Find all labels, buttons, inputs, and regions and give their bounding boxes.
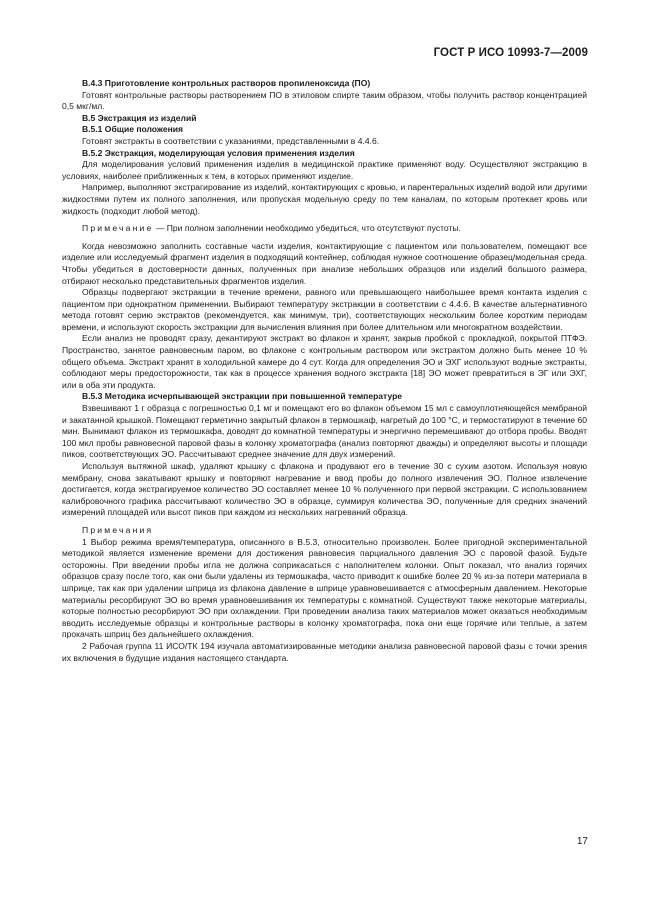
paragraph: Используя вытяжной шкаф, удаляют крышку с флакона и продувают его в течение 30 с сухим азотом. Используя новую мембрану, снова закатывают крышку и повторяют нагревание и ввод пробы до полного извлечения ЭО. Полное извлечение достигается, когда экстрагируемое количество ЭО составляет менее 10 % полученного при первой экстракции. С использованием калибровочного графика рассчитывают количество ЭО в образце, суммируя количества ЭО, полученные для средних значений измерений площадей или высот пиков при каждом из нескольких нагреваний образца. [62,461,587,518]
section-heading-b53: В.5.3 Методика исчерпывающей экстракции при повышенной температуре [82,391,403,402]
page-number: 17 [576,836,588,847]
note [62,223,587,235]
document-body [62,78,587,664]
paragraph: Готовят экстракты в соответствии с указаниями, представленными в 4.4.6. [82,135,380,146]
notes-heading: Примечания [82,524,154,535]
paragraph: Если анализ не проводят сразу, декантируют экстракт во флакон и хранят, закрыв пробкой с прокладкой, покрытой ПТФЭ. Пространство, занятое равновесным паром, во флаконе с контрольным раствором или экстрактом должно быть менее 10 % общего объема. Экстракт хранят в холодильной камере до 4 сут. Когда для определения ЭО и ЭХГ используют водные экстракты, соблюдают меры предосторожности, так как в процессе хранения водного экстракта [18] ЭО может превратиться в ЭГ или ЭХГ, или в оба эти продукта. [62,333,587,390]
paragraph: Готовят контрольные растворы растворением ПО в этиловом спирте таким образом, чтобы получить раствор концентрацией 0,5 мкг/мл. [62,89,587,112]
paragraph: Когда невозможно заполнить составные части изделия, контактирующие с пациентом или пользователем, помещают все изделие или исследуемый фрагмент изделия в подходящий контейнер, соблюдая нужное соотношение образец/модельная среда. Чтобы убедиться в достоверности данных, полученных при анализе небольших образцов или изделий большого размера, отбирают несколько представительных фрагментов изделия. [62,240,587,286]
paragraph: Образцы подвергают экстракции в течение времени, равного или превышающего наибольшее время контакта изделия с пациентом при однократном применении. Выбирают температуру экстракции в соответствии с 4.4.6. В качестве альтернативного метода готовят серию экстрактов (рекомендуется, как минимум, три), соответствующих нескольким более коротким периодам времени, и используют скорость экстракции для вычисления влияния при более длительном или многократном воздействии. [62,287,587,332]
note-text: — При полном заполнении необходимо убедиться, что отсутствуют пустоты. [153,223,461,234]
document-header: ГОСТ Р ИСО 10993-7—2009 [433,47,588,59]
paragraph: Для моделирования условий применения изделия в медицинской практике применяют воду. Осуществляют экстракцию в условиях, наиболее приближенных к тем, в которых применяют изделие. [62,159,587,181]
section-heading-b51: В.5.1 Общие положения [82,124,184,135]
note-label: Примечание [82,223,154,234]
section-heading-b52: В.5.2 Экстракция, моделирующая условия применения изделия [82,147,355,158]
note-item: 1 Выбор режима время/температура, описанного в В.5.3, относительно произволен. Более пригодной экспериментальной методикой является изменение времени для достижения равновесия парциального давления ЭО с паровой фазой. Будьте осторожны. При введении пробы игла не должна соприкасаться с наполнителем колонки. Опыт показал, что анализ горячих образцов сразу после того, как они были удалены из термошкафа, часто приводит к ошибке более 20 % из-за потери материала в шприце, так как при удалении шприца из флакона давление в шприце уравновешивается с атмосферным давлением. Некоторые материалы ресорбируют ЭО во время уравновешивания их температуры с комнатной. Существуют также некоторые материалы, которые полностью ресорбируют ЭО при охлаждении. При проведении анализа таких материалов может оказаться необходимым вводить исследуемые образцы и контрольные растворы в колонку хроматографа, пока они еще горячие или теплые, а затем прокачать шприц без дальнейшего охлаждения. [62,536,587,640]
paragraph: Например, выполняют экстрагирование из изделий, контактирующих с кровью, и парентеральных изделий водой или другими жидкостями путем их полного заполнения, или пропуская модельную среду по тем каналам, по которым протекает кровь или жидкость (подходит любой метод). [62,182,587,216]
note-item: 2 Рабочая группа 11 ИСО/ТК 194 изучала автоматизированные методики анализа равновесной паровой фазы с точки зрения их включения в будущие издания настоящего стандарта. [62,640,587,663]
section-heading-b43: В.4.3 Приготовление контрольных растворов пропиленоксида (ПО) [82,78,371,88]
paragraph: Взвешивают 1 г образца с погрешностью 0,1 мг и помещают его во флакон объемом 15 мл с самоуплотняющейся мембраной и закатанной крышкой. Помещают герметично закрытый флакон в термошкаф, нагретый до 100 °С, и термостатируют в течение 60 мин. Вынимают флакон из термошкафа, доводят до комнатной температуры и энергично перемешивают до отбора пробы. Вводят 100 мкл пробы равновесной паровой фазы в колонку хроматографа (анализ повторяют дважды) и определяют высоты и площади пиков, соответствующих ЭО. Рассчитывают среднее значение для двух измерений. [62,403,587,460]
section-heading-b5: В.5 Экстракция из изделий [82,112,197,123]
